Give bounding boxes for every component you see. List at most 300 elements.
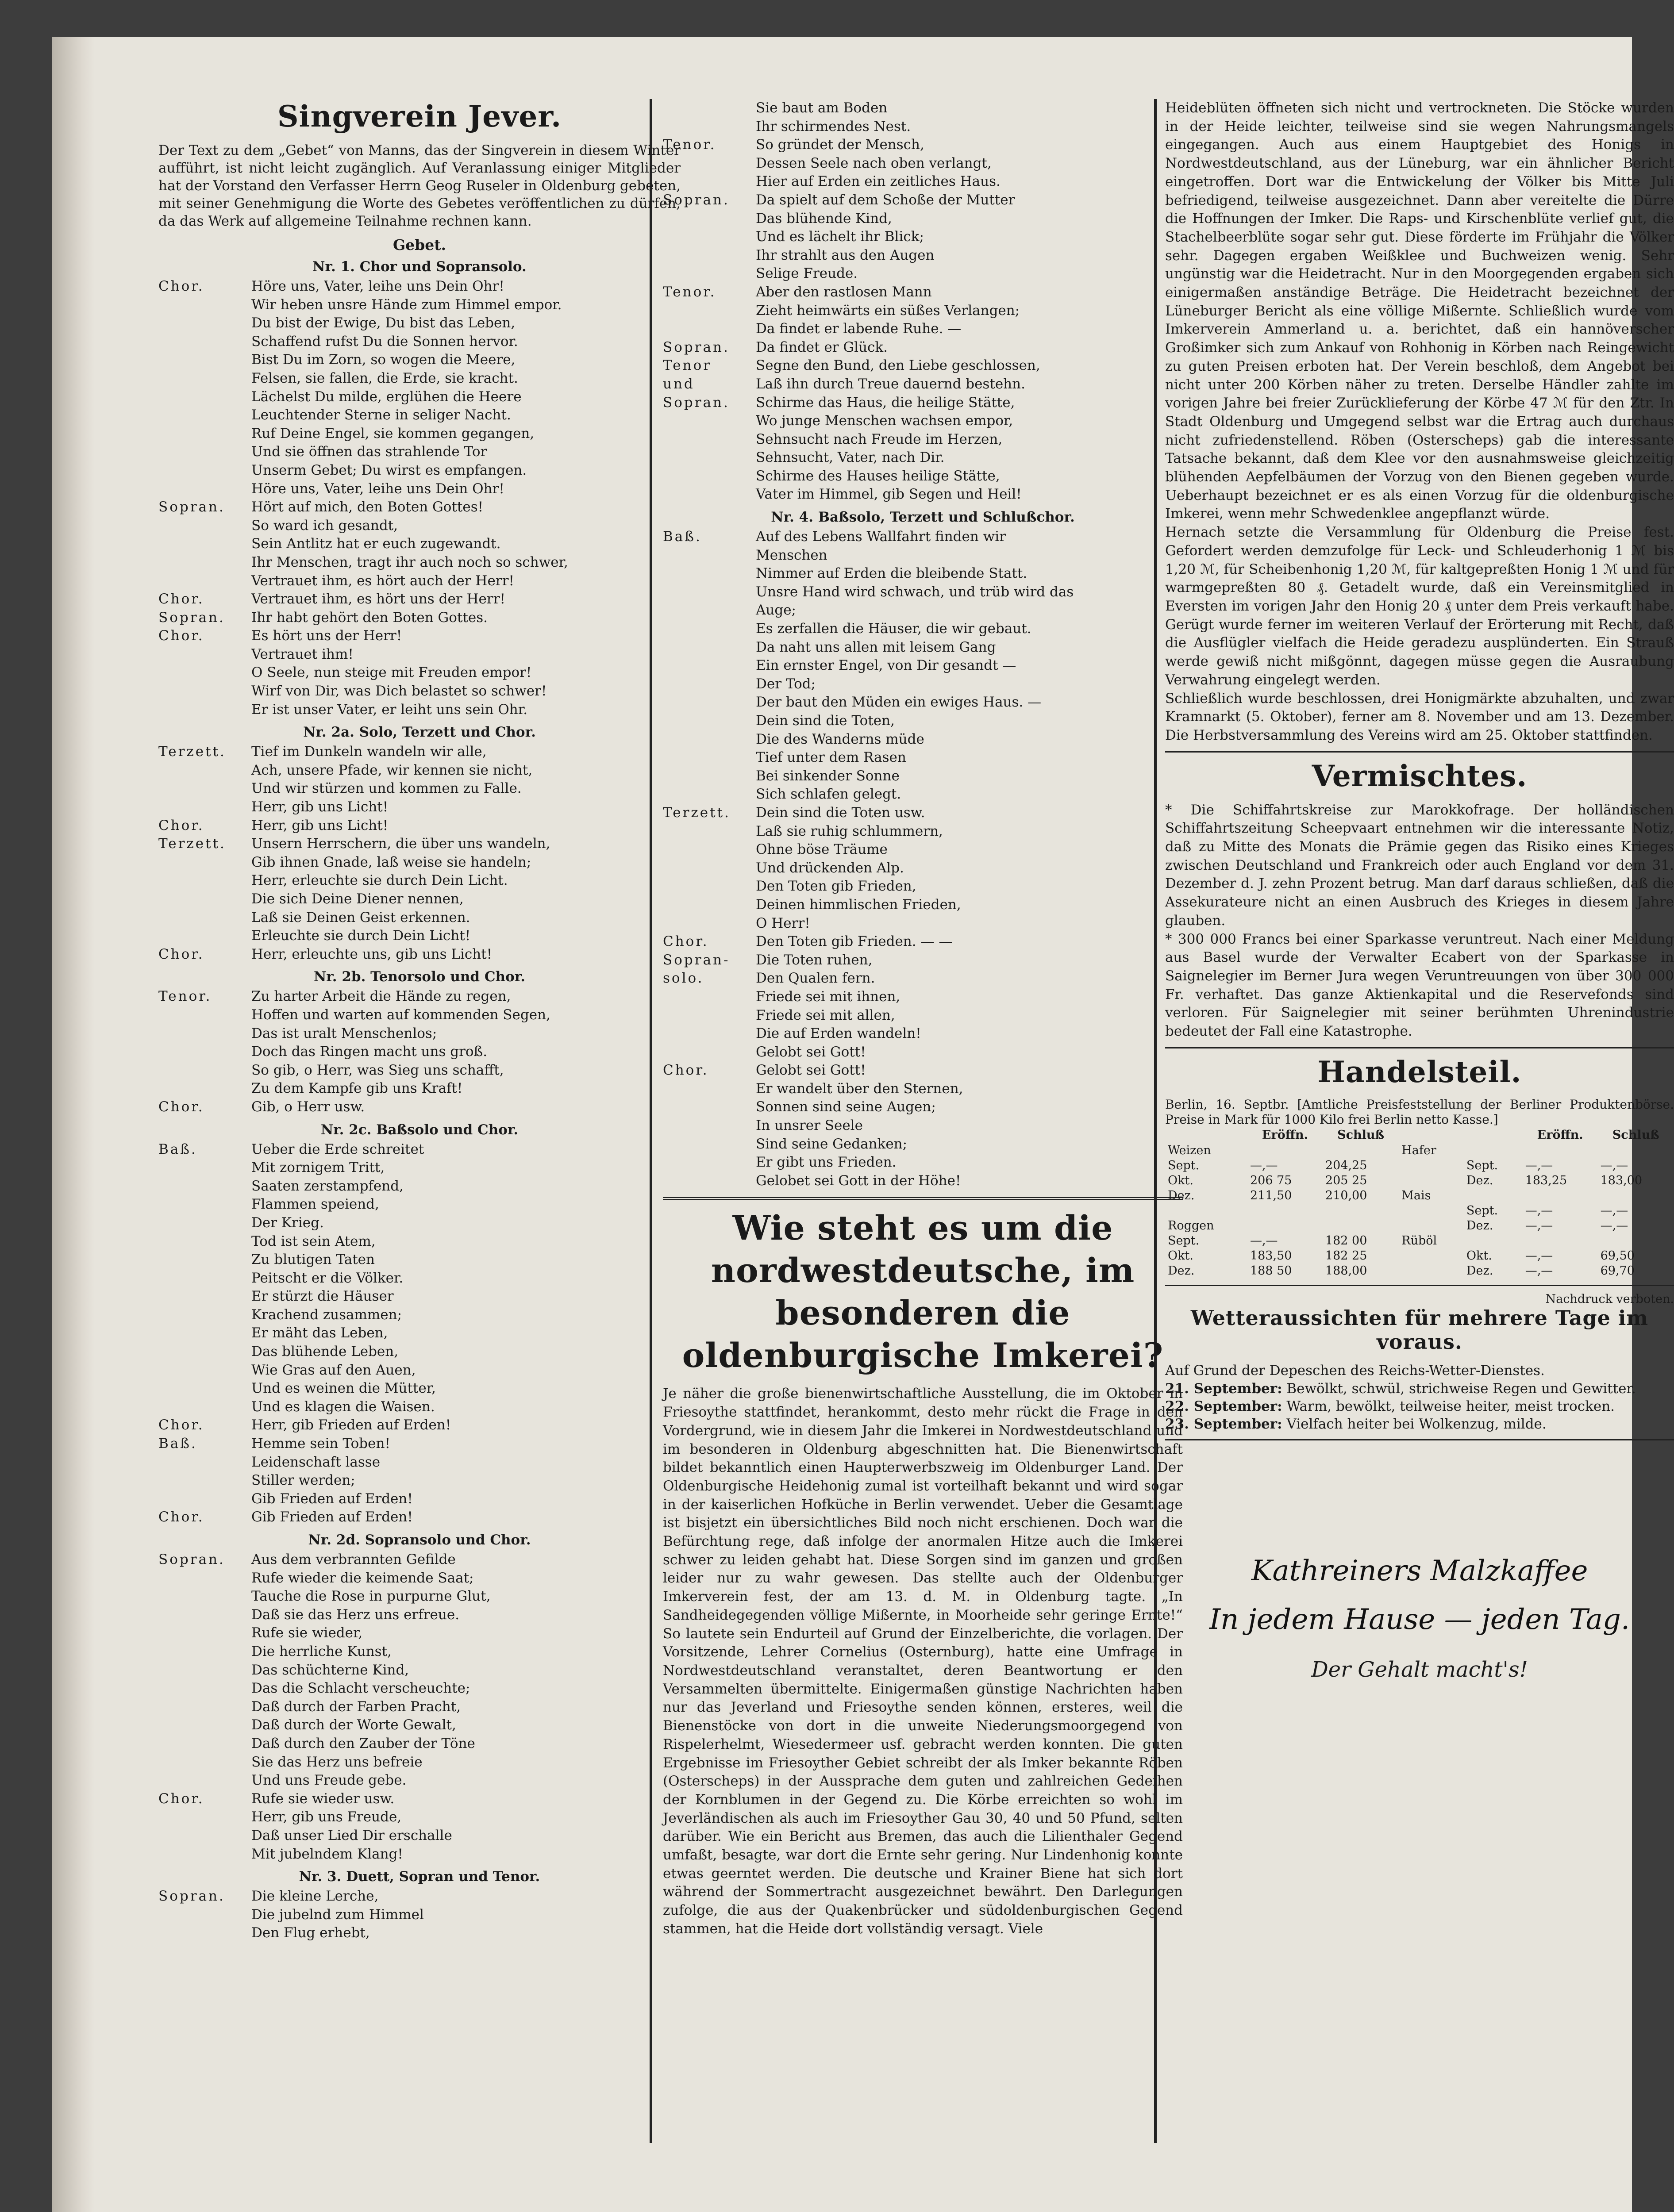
market-cell bbox=[1323, 1203, 1399, 1218]
market-cell: Dez. bbox=[1168, 1263, 1195, 1278]
libretto-line bbox=[663, 1061, 1183, 1080]
speaker-label bbox=[158, 1269, 251, 1288]
libretto-line bbox=[158, 909, 681, 927]
forecast-entry bbox=[1165, 1380, 1674, 1398]
speaker-label bbox=[663, 914, 756, 933]
speaker-label: Tenor bbox=[663, 357, 712, 374]
speaker-label bbox=[663, 1043, 756, 1062]
speaker-label bbox=[158, 761, 251, 780]
speaker-label bbox=[663, 430, 756, 449]
market-cell bbox=[1399, 1218, 1464, 1233]
market-column-header bbox=[1399, 1127, 1464, 1143]
libretto-line bbox=[663, 485, 1183, 504]
speaker-label bbox=[158, 1753, 251, 1772]
lyric-text: Er stürzt die Häuser bbox=[251, 1288, 394, 1305]
libretto-line bbox=[158, 1808, 681, 1827]
lyric-text: Gib Frieden auf Erden! bbox=[251, 1509, 413, 1525]
market-cell: 183,50 bbox=[1250, 1248, 1292, 1263]
speaker-label: Baß. bbox=[158, 1141, 197, 1157]
speaker-label bbox=[158, 572, 251, 591]
speaker-label bbox=[158, 1159, 251, 1177]
speaker-label: Chor. bbox=[158, 1790, 204, 1807]
libretto-line bbox=[158, 1643, 681, 1661]
speaker-label bbox=[158, 927, 251, 945]
market-row bbox=[1165, 1203, 1674, 1218]
libretto-sections bbox=[158, 259, 681, 1943]
libretto-line bbox=[158, 645, 681, 664]
divider bbox=[1165, 1047, 1674, 1048]
libretto-line bbox=[663, 449, 1183, 467]
libretto-line bbox=[663, 914, 1183, 933]
lyric-text: Es zerfallen die Häuser, die wir gebaut. bbox=[756, 621, 1031, 637]
market-cell: —,— bbox=[1600, 1203, 1628, 1217]
speaker-label bbox=[158, 1343, 251, 1361]
speaker-label bbox=[663, 583, 756, 602]
market-cell bbox=[1464, 1143, 1523, 1158]
libretto-line bbox=[663, 118, 1183, 136]
lyric-text: Auf des Lebens Wallfahrt finden wir bbox=[756, 529, 1006, 545]
speaker-label bbox=[158, 351, 251, 369]
market-cell bbox=[1464, 1233, 1523, 1248]
libretto-line bbox=[663, 933, 1183, 951]
speaker-label bbox=[158, 1771, 251, 1790]
lyric-text: Segne den Bund, den Liebe geschlossen, bbox=[756, 357, 1040, 374]
lyric-text: O Herr! bbox=[756, 915, 810, 931]
speaker-label bbox=[663, 1172, 756, 1190]
libretto-line bbox=[158, 987, 681, 1006]
libretto-line bbox=[663, 657, 1183, 675]
lyric-text: Dein sind die Toten, bbox=[756, 713, 895, 729]
lyric-text: Daß durch der Farben Pracht, bbox=[251, 1698, 461, 1715]
lyric-text: Unsern Herrschern, die über uns wandeln, bbox=[251, 836, 550, 852]
lyric-text: Das blühende Leben, bbox=[251, 1344, 399, 1360]
libretto-line bbox=[663, 173, 1183, 191]
market-cell: 210,00 bbox=[1325, 1188, 1367, 1202]
libretto-line bbox=[158, 388, 681, 407]
lyric-text: Und es weinen die Mütter, bbox=[251, 1380, 436, 1397]
speaker-label bbox=[663, 749, 756, 767]
lyric-text: Sein Antlitz hat er euch zugewandt. bbox=[251, 536, 501, 552]
market-cell: Rüböl bbox=[1401, 1233, 1437, 1248]
speaker-label bbox=[663, 1098, 756, 1117]
wetter-title: Wetteraussichten für mehrere Tage im voraus. bbox=[1190, 1306, 1649, 1354]
lyric-text: Die jubelnd zum Himmel bbox=[251, 1906, 424, 1923]
paragraph: * Die Schiffahrtskreise zur Marokkofrage. Der holländischen Schiffahrtszeitung Scheepvaart entnehmen wir die interessante Notiz, daß zu Mitte des Monats die Prämie gegen das Risiko eines Krieges zwischen Deutschland und Frankreich oder auch England vor dem 31. Dezember d. J. zehn Prozent betrug. Man darf daraus schließen, daß die Assekurateure nicht an einen Ausbruch des Krieges in diesem Jahre glauben. bbox=[1165, 802, 1674, 929]
lyric-text: So gib, o Herr, was Sieg uns schafft, bbox=[251, 1062, 504, 1078]
market-cell: Sept. bbox=[1168, 1158, 1200, 1172]
libretto-line bbox=[158, 1043, 681, 1061]
divider bbox=[1165, 1285, 1674, 1286]
market-cell: 69,50 bbox=[1600, 1248, 1635, 1263]
libretto-line bbox=[663, 394, 1183, 412]
speaker-label bbox=[663, 154, 756, 173]
speaker-label bbox=[158, 682, 251, 701]
lyric-text: Er wandelt über den Sternen, bbox=[756, 1080, 963, 1097]
libretto-line bbox=[663, 730, 1183, 749]
libretto-line bbox=[158, 945, 681, 964]
ad-kathreiner-line2: In jedem Hause — jeden Tag. bbox=[1209, 1603, 1630, 1636]
speaker-label bbox=[158, 1716, 251, 1735]
lyric-text: Sich schlafen gelegt. bbox=[756, 786, 901, 803]
lyric-text: Felsen, sie fallen, die Erde, sie kracht. bbox=[251, 370, 518, 386]
libretto-line bbox=[158, 1379, 681, 1398]
libretto-line bbox=[158, 1361, 681, 1380]
divider bbox=[1165, 1439, 1674, 1440]
lyric-text: Gelobet sei Gott in der Höhe! bbox=[756, 1172, 961, 1189]
speaker-label bbox=[158, 1177, 251, 1196]
speaker-label bbox=[158, 780, 251, 798]
libretto-line bbox=[158, 1924, 681, 1943]
section-title-nr4: Nr. 4. Baßsolo, Terzett und Schlußchor. bbox=[771, 509, 1075, 526]
libretto-line bbox=[158, 1771, 681, 1790]
lyric-text: Deinen himmlischen Frieden, bbox=[756, 896, 961, 913]
lyric-text: Tauche die Rose in purpurne Glut, bbox=[251, 1588, 491, 1605]
intro-paragraph: Der Text zu dem „Gebet“ von Manns, das der Singverein in diesem Winter aufführt, ist nicht leicht zugänglich. Auf Veranlassung einiger Mitglieder hat der Vorstand den Verfasser Herrn Geog Ruseler in Oldenburg gebeten, mit seiner Genehmigung die Worte des Gebetes veröffentlichen zu dürfen, da das Werk auf allgemeine Teilnahme rechnen kann. bbox=[158, 142, 681, 229]
libretto-line bbox=[158, 780, 681, 798]
handelsteil-intro: Berlin, 16. Septbr. [Amtliche Preisfeststellung der Berliner Produktenbörse. Preise in Mark für 1000 Kilo frei Berlin netto Kasse.] bbox=[1165, 1097, 1674, 1127]
lyric-text: So ward ich gesandt, bbox=[251, 517, 398, 534]
libretto-line bbox=[158, 1343, 681, 1361]
lyric-text: Den Toten gib Frieden, bbox=[756, 878, 916, 895]
speaker-label bbox=[158, 1043, 251, 1061]
speaker-label bbox=[158, 1195, 251, 1214]
market-cell: —,— bbox=[1525, 1218, 1553, 1233]
market-cell bbox=[1399, 1173, 1464, 1188]
market-cell bbox=[1523, 1143, 1598, 1158]
market-cell: Okt. bbox=[1168, 1248, 1193, 1263]
market-cell: 183,00 bbox=[1600, 1173, 1643, 1187]
lyric-text: Gib ihnen Gnade, laß weise sie handeln; bbox=[251, 854, 531, 870]
lyric-text: Ihr schirmendes Nest. bbox=[756, 118, 911, 134]
gebet-heading: Gebet. bbox=[393, 236, 446, 253]
libretto-line bbox=[158, 1398, 681, 1417]
weather-forecast-list bbox=[1165, 1380, 1674, 1433]
speaker-label bbox=[158, 1624, 251, 1643]
libretto-line bbox=[158, 1195, 681, 1214]
speaker-label bbox=[663, 1153, 756, 1172]
lyric-text: Die des Wanderns müde bbox=[756, 731, 924, 747]
libretto-line bbox=[663, 546, 1183, 565]
libretto-line bbox=[158, 664, 681, 682]
libretto-line bbox=[663, 1098, 1183, 1117]
libretto-line bbox=[663, 1080, 1183, 1098]
libretto-line bbox=[158, 480, 681, 499]
lyric-text: Herr, gib uns Licht! bbox=[251, 817, 389, 833]
speaker-label: Sopran. bbox=[158, 1551, 225, 1567]
libretto-nr4 bbox=[663, 528, 1183, 1190]
market-column-header: Eröffn. bbox=[1262, 1128, 1308, 1142]
lyric-text: Tod ist sein Atem, bbox=[251, 1233, 376, 1249]
libretto-line bbox=[158, 761, 681, 780]
libretto-line bbox=[158, 609, 681, 627]
speaker-label bbox=[663, 1080, 756, 1098]
libretto-line bbox=[158, 1287, 681, 1306]
libretto-line bbox=[158, 1006, 681, 1025]
speaker-label bbox=[158, 1379, 251, 1398]
lyric-text: Der Tod; bbox=[756, 676, 816, 692]
speaker-label bbox=[663, 320, 756, 338]
lyric-text: Das blühende Kind, bbox=[756, 210, 892, 227]
libretto-line bbox=[663, 693, 1183, 712]
libretto-line bbox=[158, 743, 681, 761]
paragraph: * 300 000 Francs bei einer Sparkasse veruntreut. Nach einer Meldung aus Basel wurde der Verwalter Ecabert von der Sparkasse in Saignelegier im Berner Jura wegen Veruntreuungen von über 300 000 Fr. verhaftet. Das ganze Aktienkapital und die Reservefonds sind verloren. Für Saignelegier mit seiner berühmten Uhrenindustrie bedeutet der Fall eine Katastrophe. bbox=[1165, 931, 1674, 1040]
speaker-label bbox=[158, 369, 251, 388]
forecast-entry bbox=[1165, 1415, 1674, 1433]
speaker-label: solo. bbox=[663, 970, 704, 987]
lyric-text: Hört auf mich, den Boten Gottes! bbox=[251, 499, 484, 515]
speaker-label: Chor. bbox=[158, 628, 204, 644]
market-column-header: Eröffn. bbox=[1537, 1128, 1583, 1142]
libretto-line bbox=[663, 375, 1183, 394]
libretto-line bbox=[663, 712, 1183, 730]
speaker-label: Chor. bbox=[158, 1509, 204, 1525]
forecast-date: 23. September: bbox=[1165, 1416, 1282, 1432]
libretto-line bbox=[158, 1416, 681, 1435]
lyric-text: Leidenschaft lasse bbox=[251, 1454, 381, 1470]
speaker-label bbox=[663, 859, 756, 878]
speaker-label bbox=[663, 302, 756, 320]
lyric-text: Ueber die Erde schreitet bbox=[251, 1141, 424, 1157]
lyric-text: Gelobt sei Gott! bbox=[756, 1044, 866, 1060]
speaker-label bbox=[158, 890, 251, 909]
market-cell: Sept. bbox=[1466, 1203, 1498, 1217]
speaker-label bbox=[663, 767, 756, 786]
market-cell: Mais bbox=[1401, 1188, 1431, 1202]
market-cell: —,— bbox=[1525, 1248, 1553, 1263]
market-column-header bbox=[1464, 1127, 1523, 1143]
libretto-continuation bbox=[663, 99, 1183, 504]
lyric-text: Höre uns, Vater, leihe uns Dein Ohr! bbox=[251, 480, 504, 497]
lyric-text: Vertrauet ihm, es hört uns der Herr! bbox=[251, 591, 505, 607]
lyric-text: Daß unser Lied Dir erschalle bbox=[251, 1827, 452, 1843]
lyric-text: Bist Du im Zorn, so wogen die Meere, bbox=[251, 352, 516, 368]
libretto-line bbox=[663, 565, 1183, 583]
speaker-label bbox=[158, 1661, 251, 1680]
lyric-text: Ihr strahlt aus den Augen bbox=[756, 247, 935, 263]
lyric-text: Ein ernster Engel, von Dir gesandt — bbox=[756, 657, 1016, 674]
libretto-line bbox=[663, 228, 1183, 246]
speaker-label: Chor. bbox=[158, 1417, 204, 1433]
lyric-text: Du bist der Ewige, Du bist das Leben, bbox=[251, 315, 516, 331]
speaker-label bbox=[663, 228, 756, 246]
speaker-label bbox=[663, 601, 756, 620]
market-row bbox=[1165, 1188, 1674, 1203]
lyric-text: Er ist unser Vater, er leiht uns sein Ohr. bbox=[251, 701, 528, 718]
speaker-label bbox=[663, 712, 756, 730]
libretto-line bbox=[158, 1251, 681, 1269]
lyric-text: Hemme sein Toben! bbox=[251, 1436, 390, 1452]
paragraph: Je näher die große bienenwirtschaftliche Ausstellung, die im Oktober in Friesoythe stattfindet, herankommt, desto mehr rückt die Frage in den Vordergrund, wie in diesem Jahr die Imkerei in Nordwestdeutschland und im besonderen in Oldenburg abgeschnitten hat. Die Bienenwirtschaft bildet bekanntlich einen Haupterwerbszweig im Oldenburger Land. Der Oldenburgische Heidehonig zumal ist vorteilhaft bekannt und wird sogar in der kaiserlichen Hofküche in Berlin verwendet. Ueber die Gesamtlage ist bisjetzt ein übersichtliches Bild noch nicht erschienen. Doch war die Befürchtung rege, daß infolge der anormalen Hitze auch die Imkerei schwer zu leiden gehabt hat. Diese Sorgen sind im ganzen und großen leider nur zu wahr gewesen. Das stellte auch der Oldenburger Imkerverein fest, der am 13. d. M. in Oldenburg tagte. „In Sandheidegegenden völlige Mißernte, in Moorheide sehr geringe Ernte!“ So lautete sein Endurteil auf Grund der Einzelberichte, die vorlagen. Der Vorsitzende, Lehrer Cornelius (Osternburg), hatte eine Umfrage in Nordwestdeutschland veranstaltet, deren Beantwortung er den Versammelten übermittelte. Einigermaßen günstige Nachrichten haben nur das Jeverland und Friesoythe senden können, ersteres, weil die Bienenstöcke von dort in die unweite Niederungsmoorgegend von Rispelerhelmt, Wiesedermeer usf. gebracht werden konnten. Die guten Ergebnisse im Friesoyther Gebiet schreibt der als Imker bekannte Röben (Osterscheps) in der Aussprache dem guten und zahlreichen Gedeihen der Kornblumen in der Gegend zu. Die Körbe erreichten so wohl im Jeverländischen als auch im Friesoyther Gau 30, 40 und 50 Pfund, selten darüber. Wie ein Bericht aus Bremen, das auch die Lilienthaler Gegend umfaßt, besagte, war dort die Ernte sehr gering. Nur Lindenhonig konnte etwas geerntet werden. Die deutsche und Krainer Biene hat sich dort während der Sommertracht ausgezeichnet bewährt. Den Darlegungen zufolge, die aus der Quakenbrücker und südoldenburgischen Gegend stammen, hat die Heide dort vollständig versagt. Viele bbox=[663, 1386, 1183, 1937]
libretto-line bbox=[158, 927, 681, 945]
lyric-text: Und es lächelt ihr Blick; bbox=[756, 229, 924, 245]
speaker-label: Sopran. bbox=[158, 499, 225, 515]
libretto-line bbox=[158, 1587, 681, 1606]
speaker-label bbox=[663, 485, 756, 504]
libretto-line bbox=[663, 785, 1183, 804]
market-price-table bbox=[1165, 1127, 1674, 1279]
libretto-line bbox=[158, 1098, 681, 1117]
market-row bbox=[1165, 1263, 1674, 1279]
market-cell: Hafer bbox=[1401, 1143, 1436, 1157]
libretto-line bbox=[663, 210, 1183, 228]
libretto-line bbox=[158, 682, 681, 701]
libretto-line bbox=[663, 191, 1183, 210]
lyric-text: Lächelst Du milde, erglühen die Heere bbox=[251, 388, 522, 405]
libretto-line bbox=[663, 841, 1183, 859]
lyric-text: Vertrauet ihm, es hört auch der Herr! bbox=[251, 572, 514, 589]
lyric-text: Sehnsucht, Vater, nach Dir. bbox=[756, 449, 945, 466]
libretto-line bbox=[663, 1117, 1183, 1135]
section-title: Nr. 1. Chor und Sopransolo. bbox=[312, 259, 527, 275]
speaker-label bbox=[158, 1679, 251, 1698]
lyric-text: So gründet der Mensch, bbox=[756, 137, 924, 153]
speaker-label: Terzett. bbox=[158, 836, 226, 852]
lyric-text: Da spielt auf dem Schoße der Mutter bbox=[756, 192, 1015, 208]
lyric-text: Saaten zerstampfend, bbox=[251, 1178, 404, 1194]
lyric-text: Menschen bbox=[756, 547, 827, 563]
lyric-text: Bei sinkender Sonne bbox=[756, 768, 900, 784]
lyric-text: Dein sind die Toten usw. bbox=[756, 804, 925, 821]
lyric-text: Wir heben unsre Hände zum Himmel empor. bbox=[251, 296, 562, 313]
speaker-label bbox=[158, 406, 251, 425]
market-cell: Okt. bbox=[1168, 1173, 1193, 1187]
lyric-text: Und uns Freude gebe. bbox=[251, 1772, 407, 1789]
lyric-text: Gelobt sei Gott! bbox=[756, 1062, 866, 1079]
market-cell bbox=[1523, 1233, 1598, 1248]
section-title: Nr. 2d. Sopransolo und Chor. bbox=[308, 1532, 531, 1548]
market-cell bbox=[1323, 1143, 1399, 1158]
paragraph: Heideblüten öffneten sich nicht und vertrockneten. Die Stöcke wurden in der Heide leichter, teilweise sind sie wegen Nahrungsmangels eingegangen. Auch aus einem Hauptgebiet des Honigs in Nordwestdeutschland, aus der Lüneburg, war ein ähnlicher Bericht eingetroffen. Dort war die Entwickelung der Völker bis Mitte Juli befriedigend, teilweise ausgezeichnet. Dann aber vereitelte die Dürre die Hoffnungen der Imker. Die Raps- und Kirschenblüte verlief gut, die Stachelbeerblüte sogar sehr gut. Diese förderte im Frühjahr die Völker sehr. Dagegen ergaben Weißklee und Buchweizen wenig. Sehr ungünstig war die Heidetracht. Nur in den Moorgegenden ergaben sich einigermaßen anständige Beträge. Die Heidetracht bezeichnet der Lüneburger Bericht als eine völlige Mißernte. Schließlich wurde vom Imkerverein Ammerland u. a. berichtet, daß ein hannöverscher Großimker sich zum Ankauf von Rohhonig in Körben nach Reingewicht zu guten Preisen erboten hat. Der Verein beschloß, dem Angebot bei nicht unter 200 Körben näher zu treten. Derselbe Händler zahlte im vorigen Jahre bei freier Zurücklieferung der Körbe 47 ℳ für den Ztr. In Stadt Oldenburg und Umgegend selbst war die Ertrag auch durchaus nicht zufriedenstellend. Röben (Osterscheps) gab die interessante Tatsache bekannt, daß dem Klee vor den ausnahmsweise gleichzeitig blühenden Aepfelbäumen der Vorzug von den Bienen gegeben wurde. Ueberhaupt bezeichnet er es als einen Vorzug für die oldenburgische Imkerei, wenn mehr Schwedenklee angepflanzt würde. bbox=[1165, 100, 1674, 522]
speaker-label bbox=[158, 1061, 251, 1080]
libretto-line bbox=[663, 430, 1183, 449]
market-cell bbox=[1399, 1158, 1464, 1173]
lyric-text: Herr, gib uns Licht! bbox=[251, 799, 389, 815]
speaker-label bbox=[158, 872, 251, 890]
market-cell bbox=[1598, 1188, 1674, 1203]
lyric-text: Sonnen sind seine Augen; bbox=[756, 1099, 936, 1115]
market-cell: 182 25 bbox=[1325, 1248, 1367, 1263]
libretto-line bbox=[158, 1471, 681, 1490]
market-row bbox=[1165, 1158, 1674, 1173]
lyric-text: Den Flug erhebt, bbox=[251, 1925, 370, 1941]
libretto-line bbox=[158, 1887, 681, 1906]
newspaper-page bbox=[52, 37, 1674, 2212]
lyric-text: Sind seine Gedanken; bbox=[756, 1136, 908, 1152]
market-cell bbox=[1247, 1143, 1323, 1158]
lyric-text: Die herrliche Kunst, bbox=[251, 1643, 392, 1659]
libretto-line bbox=[663, 749, 1183, 767]
market-cell: 188,00 bbox=[1325, 1263, 1367, 1278]
libretto-line bbox=[158, 314, 681, 333]
speaker-label bbox=[158, 1079, 251, 1098]
speaker-label: Chor. bbox=[158, 946, 204, 962]
libretto-line bbox=[158, 1233, 681, 1251]
speaker-label bbox=[158, 517, 251, 535]
speaker-label bbox=[158, 1361, 251, 1380]
speaker-label: und bbox=[663, 376, 695, 392]
libretto-line bbox=[663, 357, 1183, 375]
libretto-line bbox=[663, 638, 1183, 657]
lyric-text: Und drückenden Alp. bbox=[756, 860, 904, 876]
libretto-line bbox=[158, 1661, 681, 1680]
market-row bbox=[1165, 1248, 1674, 1263]
speaker-label bbox=[158, 1214, 251, 1233]
lyric-text: Schirme des Hauses heilige Stätte, bbox=[756, 468, 1000, 484]
speaker-label bbox=[158, 1587, 251, 1606]
speaker-label: Tenor. bbox=[663, 137, 716, 153]
wetter-intro: Auf Grund der Depeschen des Reichs-Wetter-Dienstes. bbox=[1165, 1362, 1545, 1379]
libretto-line bbox=[158, 835, 681, 853]
speaker-label: Sopran. bbox=[663, 192, 730, 208]
column-2 bbox=[663, 99, 1183, 1939]
market-cell: 211,50 bbox=[1250, 1188, 1292, 1202]
speaker-label bbox=[158, 1025, 251, 1043]
speaker-label bbox=[663, 785, 756, 804]
lyric-text: Sie das Herz uns befreie bbox=[251, 1754, 423, 1770]
divider bbox=[663, 1197, 1183, 1200]
lyric-text: Ohne böse Träume bbox=[756, 841, 888, 858]
libretto-line bbox=[663, 136, 1183, 154]
libretto-line bbox=[158, 296, 681, 315]
speaker-label bbox=[158, 388, 251, 407]
libretto-line bbox=[158, 1679, 681, 1698]
lyric-text: Wirf von Dir, was Dich belastet so schwer! bbox=[251, 683, 547, 699]
lyric-text: Und sie öffnen das strahlende Tor bbox=[251, 444, 487, 460]
libretto-line bbox=[158, 1177, 681, 1196]
lyric-text: Und es klagen die Waisen. bbox=[251, 1398, 435, 1415]
speaker-label bbox=[158, 1827, 251, 1845]
speaker-label bbox=[663, 822, 756, 841]
libretto-line bbox=[158, 1508, 681, 1527]
lyric-text: Er gibt uns Frieden. bbox=[756, 1154, 897, 1171]
speaker-label bbox=[663, 1135, 756, 1154]
market-cell: —,— bbox=[1250, 1158, 1278, 1172]
speaker-label: Terzett. bbox=[158, 744, 226, 760]
libretto-line bbox=[663, 265, 1183, 283]
lyric-text: Wie Gras auf den Auen, bbox=[251, 1362, 416, 1378]
paragraph: Hernach setzte die Versammlung für Oldenburg die Preise fest. Gefordert werden demzufolge für Leck- und Schleuderhonig 1 ℳ bis 1,20 ℳ, für Scheibenhonig 1,20 ℳ, für kaltgepreßten Honig 1 ℳ und für warmgepreßten 80 ₰. Getadelt wurde, daß ein Vereinsmitglied in Eversten im vorigen Jahr den Honig 20 ₰ unter dem Preis verkauft habe. Gerügt wurde ferner im weiteren Verlauf der Erörterung mit Recht, daß die Ausflügler vielfach die Heide geradezu ausplünderten. Ein Strauß werde gewiß nicht mißgönnt, dagegen müsse gegen die Ausraubung Verwahrung eingelegt werden. bbox=[1165, 524, 1674, 688]
speaker-label bbox=[663, 467, 756, 486]
speaker-label bbox=[158, 798, 251, 817]
lyric-text: Ihr Menschen, tragt ihr auch noch so schwer, bbox=[251, 554, 568, 570]
market-cell bbox=[1464, 1188, 1523, 1203]
libretto-line bbox=[158, 1490, 681, 1509]
lyric-text: Laß sie ruhig schlummern, bbox=[756, 823, 943, 839]
lyric-text: Rufe sie wieder usw. bbox=[251, 1790, 395, 1807]
libretto-line bbox=[158, 1569, 681, 1588]
lyric-text: Sehnsucht nach Freude im Herzen, bbox=[756, 431, 1003, 447]
lyric-text: Das schüchterne Kind, bbox=[251, 1662, 409, 1678]
speaker-label bbox=[663, 620, 756, 638]
speaker-label bbox=[158, 1808, 251, 1827]
forecast-text: Vielfach heiter bei Wolkenzug, milde. bbox=[1286, 1416, 1547, 1432]
lyric-text: Das die Schlacht verscheuchte; bbox=[251, 1680, 470, 1697]
speaker-label bbox=[663, 210, 756, 228]
market-cell: Dez. bbox=[1168, 1188, 1195, 1202]
lyric-text: Der baut den Müden ein ewiges Haus. — bbox=[756, 694, 1042, 710]
speaker-label bbox=[158, 480, 251, 499]
speaker-label bbox=[663, 657, 756, 675]
libretto-line bbox=[158, 1025, 681, 1043]
speaker-label bbox=[158, 1924, 251, 1943]
speaker-label bbox=[158, 314, 251, 333]
speaker-label: Sopran- bbox=[663, 952, 730, 968]
market-cell: —,— bbox=[1600, 1218, 1628, 1233]
speaker-label bbox=[663, 99, 756, 118]
column-1 bbox=[158, 99, 681, 1943]
forecast-entry bbox=[1165, 1398, 1674, 1415]
libretto-line bbox=[158, 443, 681, 461]
